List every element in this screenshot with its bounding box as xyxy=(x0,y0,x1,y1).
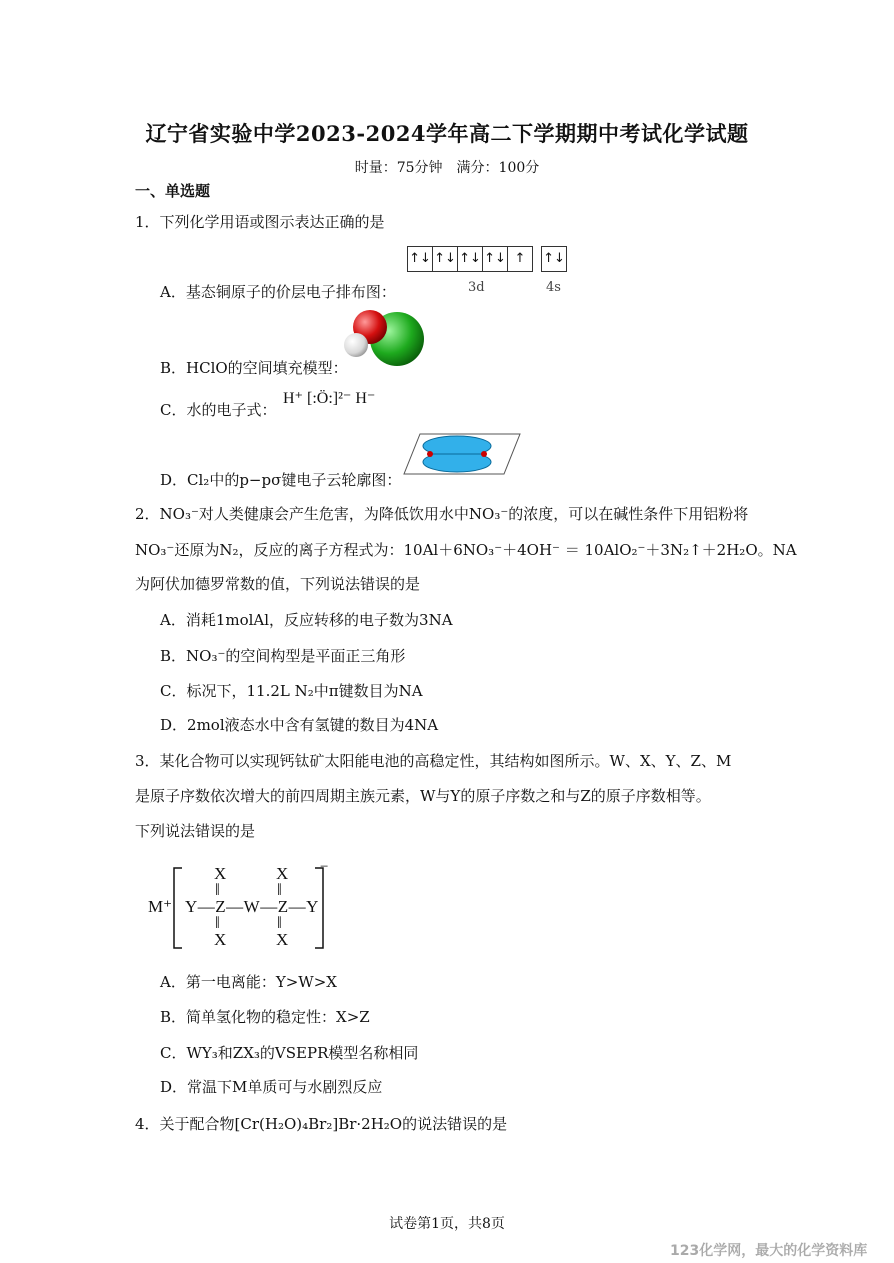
struct-cation: M⁺ xyxy=(148,897,173,916)
q4-stem: 4．关于配合物[Cr(H₂O)₄Br₂]Br·2H₂O的说法错误的是 xyxy=(135,1115,508,1133)
struct-double-bond: ‖ xyxy=(215,880,220,899)
q2-option-d: D．2mol液态水中含有氢键的数目为4NA xyxy=(160,716,439,734)
struct-x-bottom-right: X xyxy=(276,930,289,949)
orbital-3d xyxy=(407,246,533,272)
struct-x-top-right: X xyxy=(276,864,289,883)
watermark: 123化学网，最大的化学资料库 xyxy=(670,1243,868,1259)
q3-stem-line1: 3．某化合物可以实现钙钛矿太阳能电池的高稳定性，其结构如图所示。W、X、Y、Z、M xyxy=(135,752,732,770)
section-heading: 一、单选题 xyxy=(135,182,211,200)
struct-x-top-left: X xyxy=(214,864,227,883)
orbital-box: ↑↓ xyxy=(433,247,458,271)
hclo-model-image xyxy=(340,305,430,370)
q3-option-b: B．简单氢化物的稳定性：X>Z xyxy=(160,1008,370,1026)
label-4s: 4s xyxy=(546,280,561,295)
struct-x-bottom-left: X xyxy=(214,930,227,949)
q3-stem-line2: 是原子序数依次增大的前四周期主族元素，W与Y的原子序数之和与Z的原子序数相等。 xyxy=(135,787,711,805)
q2-option-a: A．消耗1molAl，反应转移的电子数为3NA xyxy=(160,611,453,629)
orbital-4s xyxy=(541,246,567,272)
struct-double-bond: ‖ xyxy=(215,913,220,932)
q3-stem-line3: 下列说法错误的是 xyxy=(135,822,256,840)
q1-option-d: D．Cl₂中的p−pσ键电子云轮廓图： xyxy=(160,471,402,489)
struct-double-bond: ‖ xyxy=(277,880,282,899)
water-electron-formula: H⁺ [:Ö:]²⁻ H⁻ xyxy=(283,390,376,407)
page-footer: 试卷第1页，共8页 xyxy=(389,1216,505,1232)
struct-main-chain: Y—Z—W—Z—Y xyxy=(185,897,319,916)
struct-double-bond: ‖ xyxy=(277,913,282,932)
sigma-orbital-image xyxy=(402,432,522,477)
q1-option-c: C．水的电子式： xyxy=(160,401,277,419)
q2-option-c: C．标况下，11.2L N₂中π键数目为NA xyxy=(160,682,423,700)
orbital-box: ↑↓ xyxy=(483,247,508,271)
label-3d: 3d xyxy=(468,280,485,295)
orbital-box: ↑↓ xyxy=(458,247,483,271)
q1-stem: 1．下列化学用语或图示表达正确的是 xyxy=(135,213,385,231)
page-title: 辽宁省实验中学2023-2024学年高二下学期期中考试化学试题 xyxy=(145,121,749,146)
orbital-box: ↑↓ xyxy=(408,247,433,271)
q2-option-b: B．NO₃⁻的空间构型是平面正三角形 xyxy=(160,647,406,665)
q2-stem-line1: 2．NO₃⁻对人类健康会产生危害，为降低饮用水中NO₃⁻的浓度，可以在碱性条件下用铝粉将 xyxy=(135,505,749,523)
q1-option-a: A．基态铜原子的价层电子排布图： xyxy=(160,283,396,301)
q2-stem-line3: 为阿伏加德罗常数的值，下列说法错误的是 xyxy=(135,575,421,593)
orbital-box: ↑ xyxy=(514,251,526,266)
q2-stem-line2: NO₃⁻还原为N₂，反应的离子方程式为：10Al＋6NO₃⁻＋4OH⁻ ＝ 10AlO₂⁻＋3N₂↑＋2H₂O。NA xyxy=(135,541,797,559)
exam-info: 时量：75分钟 满分：100分 xyxy=(354,160,540,176)
q3-option-c: C．WY₃和ZX₃的VSEPR模型名称相同 xyxy=(160,1044,419,1062)
struct-charge: − xyxy=(320,859,329,875)
q3-option-d: D．常温下M单质可与水剧烈反应 xyxy=(160,1078,383,1096)
orbital-box: ↑↓ xyxy=(543,251,565,266)
q1-option-b: B．HClO的空间填充模型： xyxy=(160,359,348,377)
q3-option-a: A．第一电离能：Y>W>X xyxy=(160,973,337,991)
